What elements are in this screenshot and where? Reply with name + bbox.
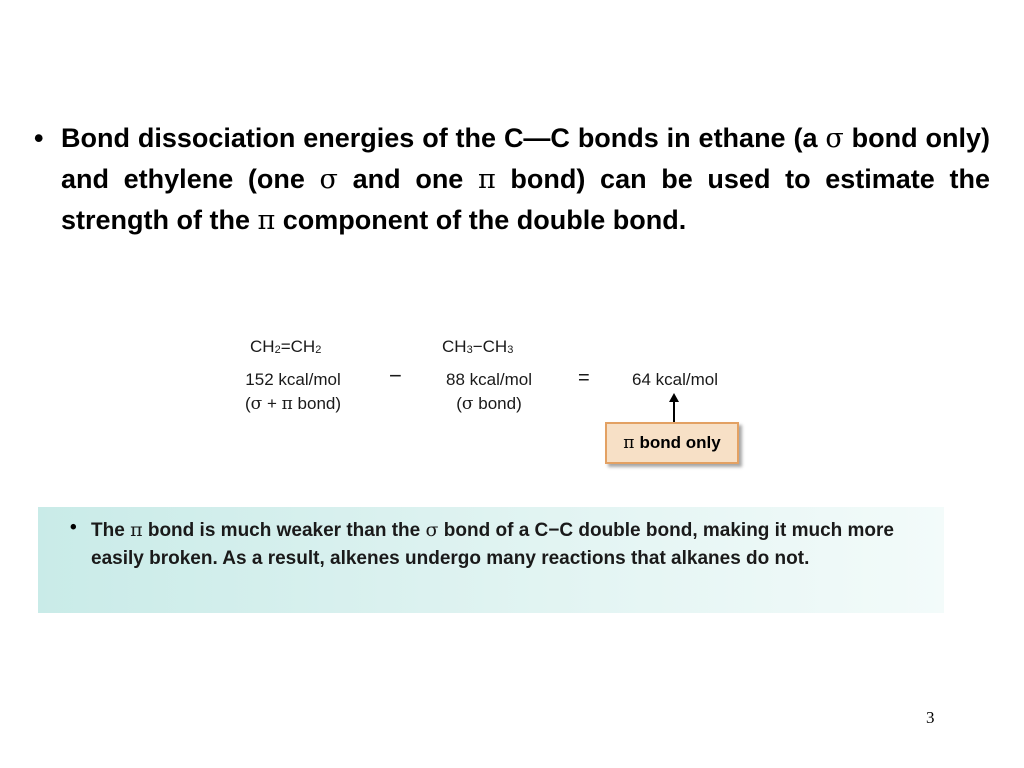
ethane-formula: $CH_3-CH_3$ xyxy=(442,337,514,356)
ethylene-formula: $CH_2=CH_2$ xyxy=(250,337,322,356)
main-text-part-3: and one xyxy=(337,164,478,194)
double-bond-sign: = xyxy=(280,337,291,356)
note-bullet-dot: • xyxy=(70,517,77,538)
sigma-symbol: σ xyxy=(425,519,439,541)
ethane-bond-note: (σ bond) xyxy=(456,394,522,414)
pi-bond-only-text: bond only xyxy=(639,433,721,452)
main-bullet xyxy=(34,118,990,241)
main-text-part-5: component of the double bond. xyxy=(275,205,687,235)
result-energy: 64 kcal/mol xyxy=(632,370,718,389)
pi-symbol: π xyxy=(130,519,143,541)
pi-symbol: π xyxy=(281,394,293,414)
page-number: 3 xyxy=(926,708,935,727)
ethane-energy: 88 kcal/mol xyxy=(446,370,532,389)
ethylene-energy: 152 kcal/mol xyxy=(245,370,341,389)
main-text-part-2: bond only) and ethylene (one xyxy=(61,123,991,194)
pi-bond-only-label xyxy=(605,422,739,464)
sigma-symbol: σ xyxy=(825,123,844,154)
sigma-symbol: σ xyxy=(319,164,338,195)
single-bond-sign: − xyxy=(472,337,483,356)
equals-sign: = xyxy=(578,367,590,389)
pi-symbol: π xyxy=(478,164,496,195)
note-text: The π bond is much weaker than the σ bond of a C−C double bond, making it much more easily broken. As a result, alkenes undergo many reactions that alkanes do not. xyxy=(91,519,894,569)
ethylene-bond-note: (σ + π bond) xyxy=(244,394,342,414)
main-text-part-1: Bond dissociation energies of the C—C bonds in ethane (a xyxy=(61,123,826,153)
minus-sign: − xyxy=(389,363,402,388)
main-text-part-4: bond) can be used to estimate the strength of the xyxy=(61,164,990,235)
main-bullet-text xyxy=(61,118,990,241)
sigma-symbol: σ xyxy=(461,394,474,414)
arrow-up-icon xyxy=(669,393,679,402)
sigma-symbol: σ xyxy=(250,394,263,414)
bullet-dot: • xyxy=(34,123,44,153)
pi-symbol: π xyxy=(623,433,635,453)
note-box xyxy=(38,507,944,613)
pi-symbol: π xyxy=(257,205,276,236)
